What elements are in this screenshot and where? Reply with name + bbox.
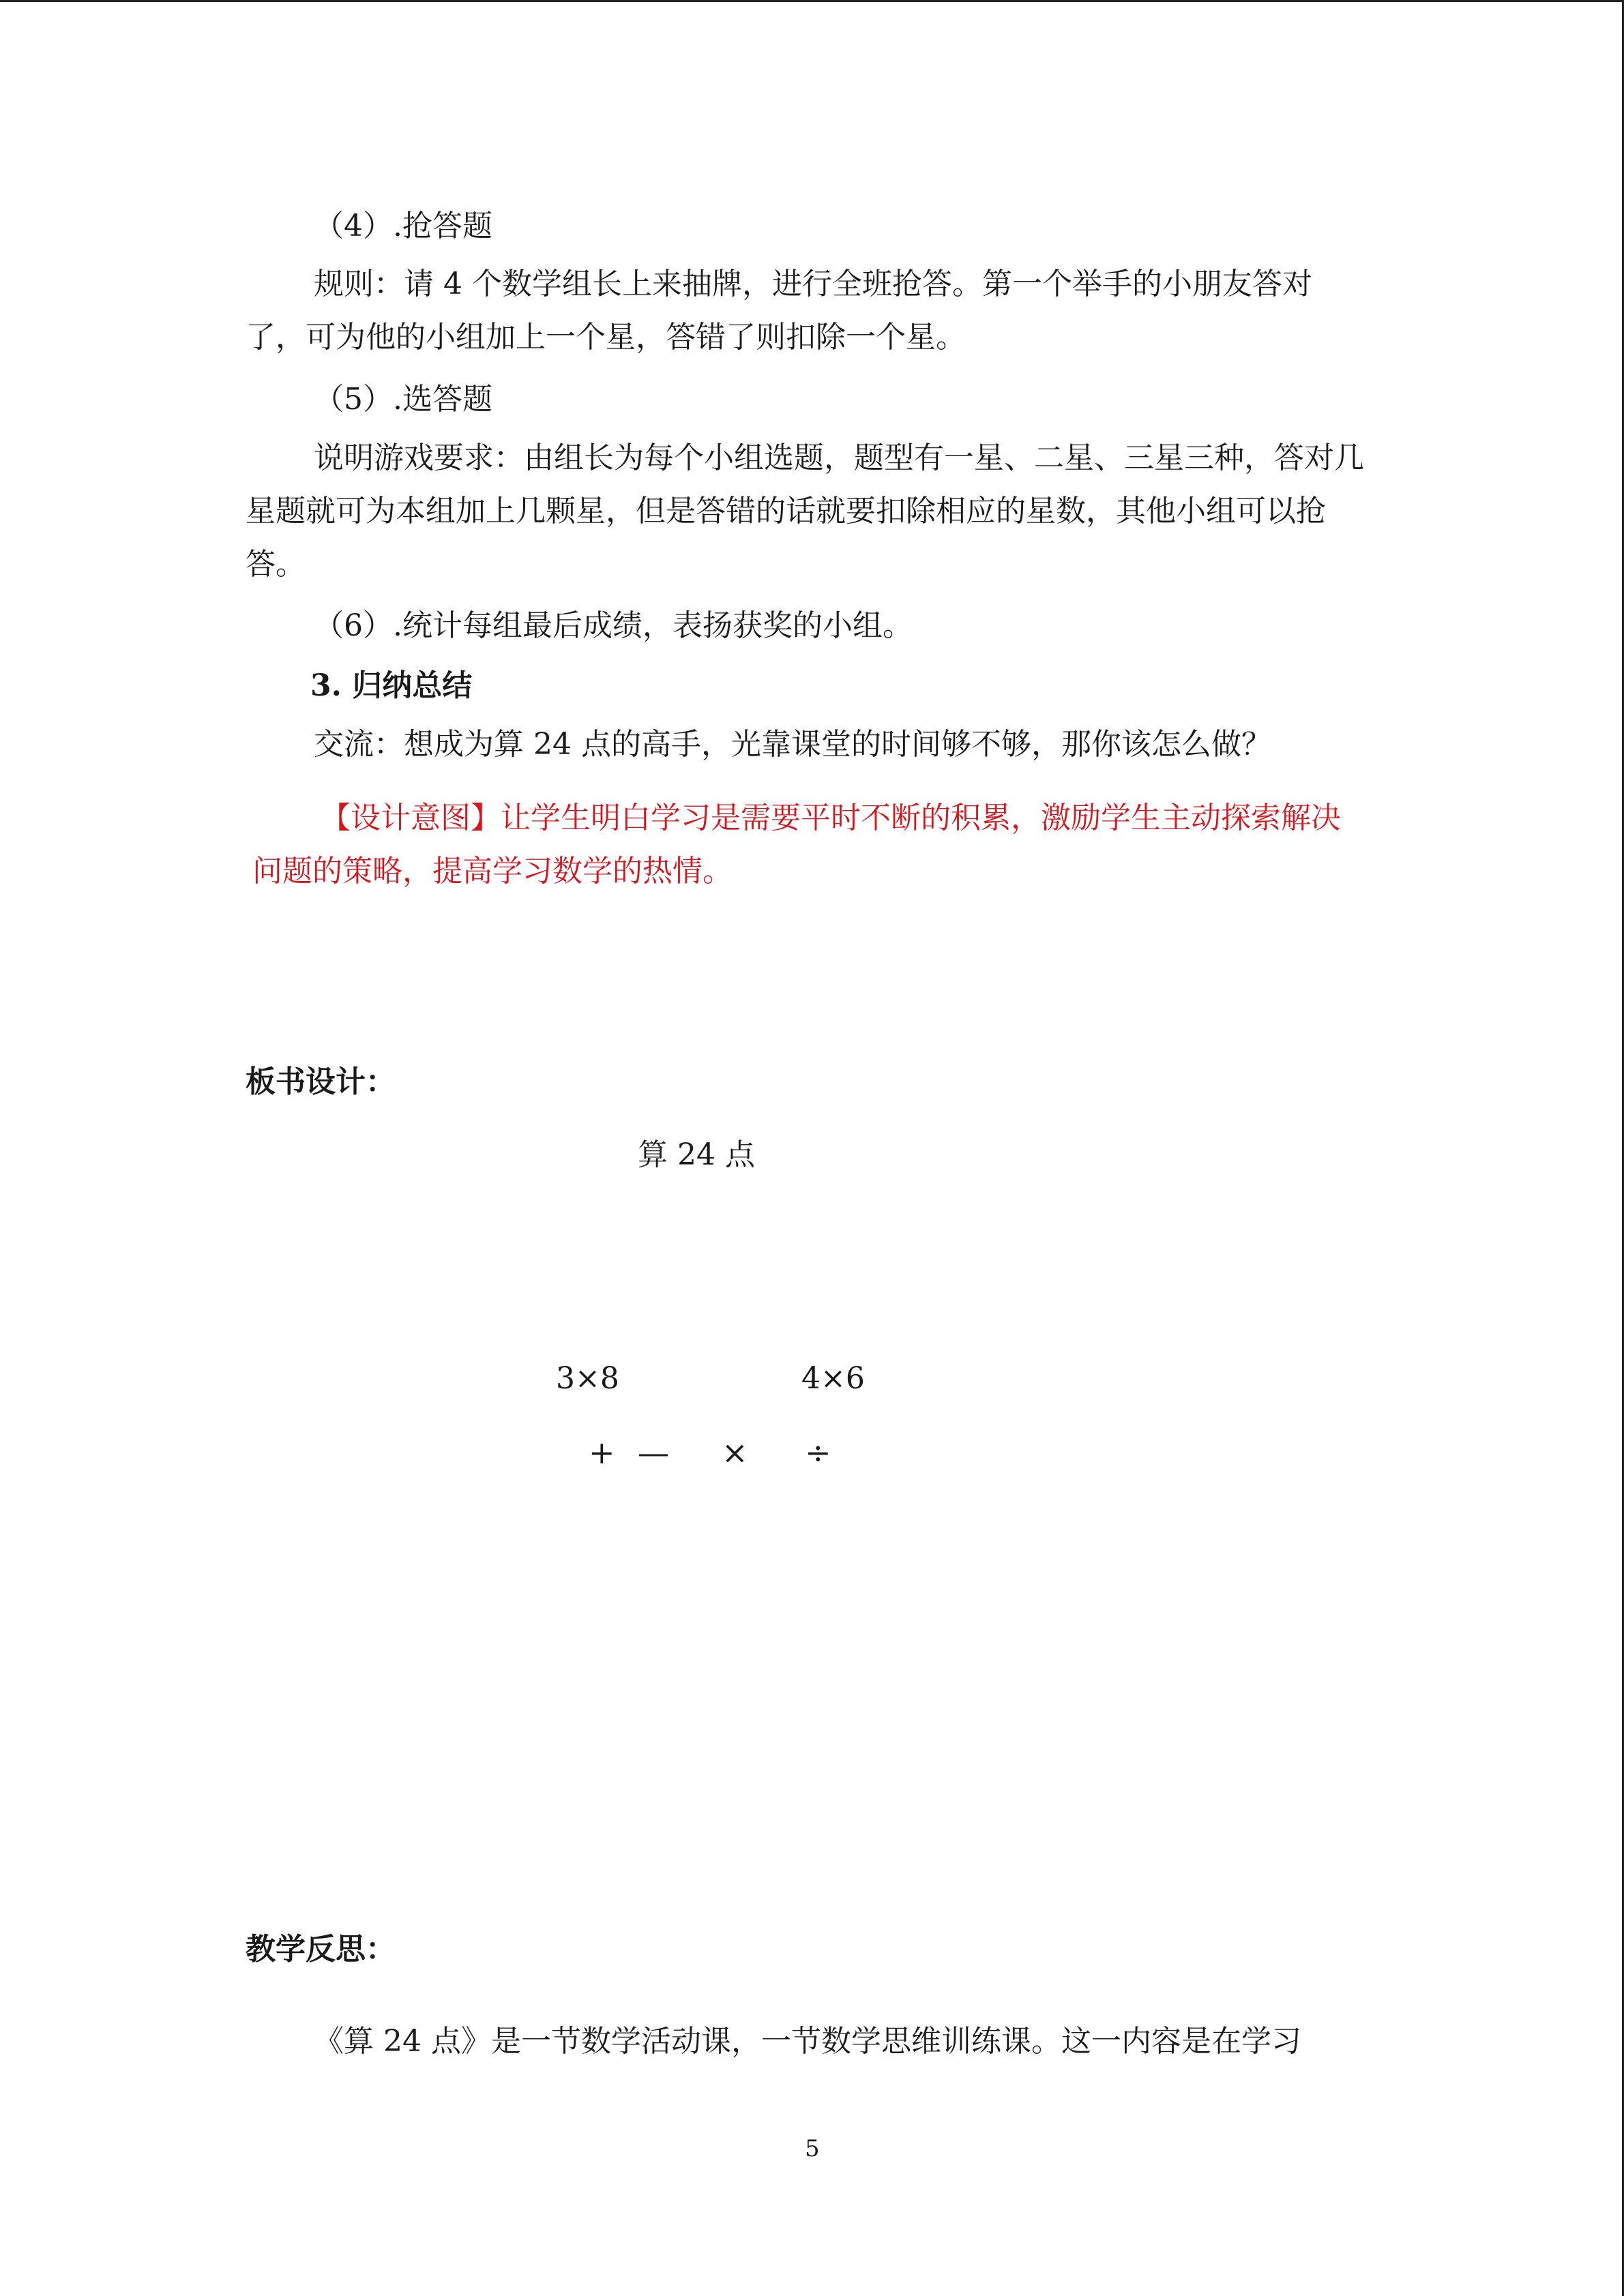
board-expression-3x8: 3×8 [556,1361,619,1396]
page-number: 5 [805,2135,820,2162]
summary-exchange: 交流：想成为算 24 点的高手，光靠课堂的时间够不够，那你该怎么做？ [314,727,1271,762]
section-5-heading: （5）.选答题 [314,382,492,417]
summary-heading: 3. 归纳总结 [310,668,473,703]
design-intent: 【设计意图】让学生明白学习是需要平时不断的积累，激励学生主动探索解决问题的策略，提高学习数学的热情。 [252,801,1341,889]
board-title: 算 24 点 [638,1137,755,1172]
reflection-text: 《算 24 点》是一节数学活动课，一节数学思维训练课。这一内容是在学习 [314,2024,1301,2059]
section-6-text: （6）.统计每组最后成绩，表扬获奖的小组。 [314,608,913,643]
minus-sign: — [638,1434,669,1471]
reflection-label: 教学反思： [246,1932,396,1967]
times-sign: × [722,1434,748,1471]
section-4-heading: （4）.抢答题 [314,209,492,243]
board-expression-4x6: 4×6 [801,1361,865,1396]
divide-sign: ÷ [805,1434,831,1471]
section-4-rule: 规则：请 4 个数学组长上来抽牌，进行全班抢答。第一个举手的小朋友答对了，可为他的小组加上一个星，答错了则扣除一个星。 [246,267,1312,355]
plus-sign: + [589,1434,615,1471]
board-design-label: 板书设计： [246,1064,396,1099]
section-5-description: 说明游戏要求：由组长为每个小组选题，题型有一星、二星、三星三种，答对几星题就可为本组加上几颗星，但是答错的话就要扣除相应的星数，其他小组可以抢答。 [246,441,1364,582]
